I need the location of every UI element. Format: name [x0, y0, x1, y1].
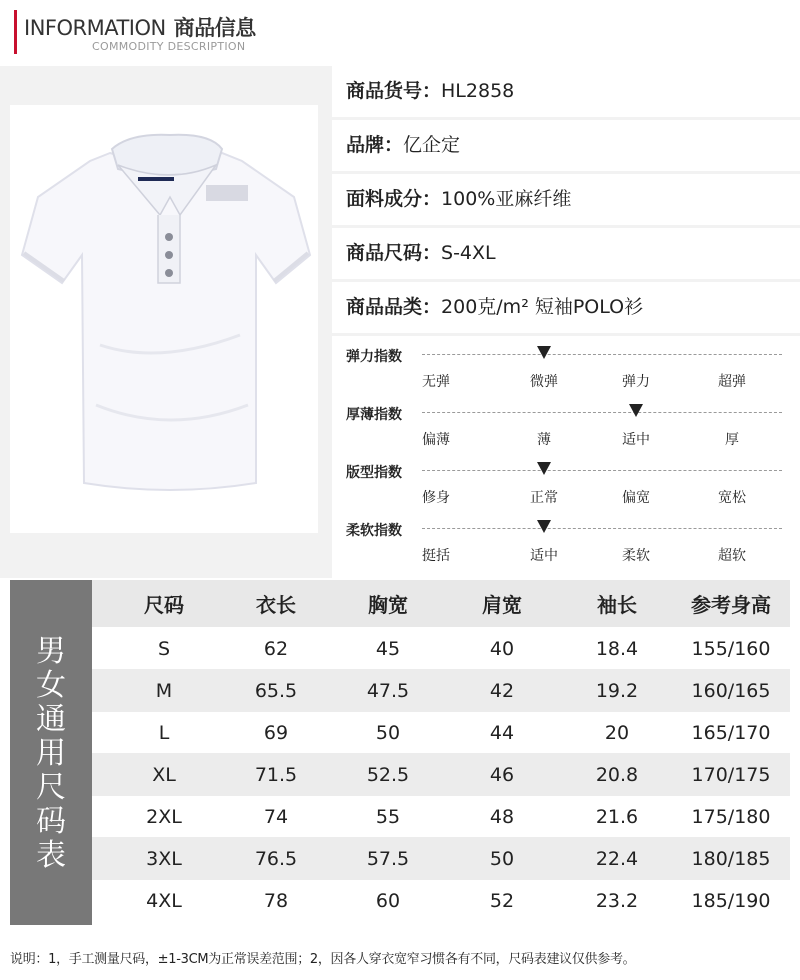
index-label: 弹力指数 — [346, 349, 402, 365]
spec-key: 面料成分： — [346, 188, 442, 210]
size-column-header: 衣长 — [256, 593, 296, 617]
size-table-cell: 18.4 — [595, 637, 639, 660]
spec-value: S-4XL — [441, 242, 496, 264]
index-row — [332, 340, 800, 398]
selected-arrow-icon — [629, 404, 643, 417]
size-table-header — [92, 580, 790, 627]
index-label: 版型指数 — [346, 465, 402, 481]
size-table-cell: 76.5 — [254, 847, 298, 870]
index-option: 超软 — [718, 548, 746, 564]
size-table-cell: 45 — [375, 637, 401, 660]
size-table-cell: 60 — [375, 889, 401, 912]
spec-key: 商品品类： — [346, 296, 442, 318]
size-chart-side-panel — [10, 580, 92, 925]
index-panel — [332, 336, 800, 578]
size-table-cell: 52.5 — [366, 763, 410, 786]
index-option: 适中 — [530, 548, 558, 564]
size-table-cell: 175/180 — [691, 805, 771, 828]
header-title — [24, 12, 256, 42]
header-accent-bar — [14, 10, 17, 54]
index-option: 柔软 — [622, 548, 650, 564]
size-column-header: 尺码 — [144, 593, 184, 617]
spec-row-size — [332, 228, 800, 279]
side-title-char: 男 — [36, 634, 66, 669]
size-table-cell: 50 — [375, 721, 401, 744]
index-option: 偏宽 — [622, 490, 650, 506]
index-option: 挺括 — [422, 548, 450, 564]
size-table-cell: 65.5 — [254, 679, 298, 702]
size-table-cell: 47.5 — [366, 679, 410, 702]
spec-row-item-number — [332, 66, 800, 117]
side-title-char: 码 — [36, 804, 66, 839]
size-column-header: 肩宽 — [482, 593, 522, 617]
spec-value: HL2858 — [441, 80, 515, 102]
index-option: 正常 — [530, 490, 558, 506]
product-photo — [10, 105, 318, 533]
header-subtitle: COMMODITY DESCRIPTION — [92, 40, 246, 53]
size-table-row — [92, 669, 790, 712]
size-table-cell: 3XL — [146, 847, 182, 870]
index-dashed-line — [422, 412, 782, 413]
index-dashed-line — [422, 528, 782, 529]
index-option: 无弹 — [422, 374, 450, 390]
size-table-cell: 21.6 — [595, 805, 639, 828]
spec-value: 亿企定 — [403, 134, 461, 156]
size-table-cell: 55 — [375, 805, 401, 828]
size-table-cell: 52 — [489, 889, 515, 912]
side-title-char: 尺 — [36, 770, 66, 805]
size-table-cell: 155/160 — [691, 637, 771, 660]
index-label: 柔软指数 — [346, 523, 402, 539]
size-table-cell: 20 — [604, 721, 630, 744]
size-table-cell: 57.5 — [366, 847, 410, 870]
size-table-cell: XL — [152, 763, 176, 786]
size-table-cell: 42 — [489, 679, 515, 702]
size-note: 说明：1，手工测量尺码，±1-3CM为正常误差范围；2，因各人穿衣宽窄习惯各有不同，尺码表建议仅供参考。 — [10, 952, 636, 967]
size-table-cell: 48 — [489, 805, 515, 828]
selected-arrow-icon — [537, 346, 551, 359]
size-column-header: 参考身高 — [691, 593, 771, 617]
size-column-header: 袖长 — [597, 593, 637, 617]
page-header — [0, 0, 800, 66]
side-title-char: 用 — [36, 736, 66, 771]
index-dashed-line — [422, 354, 782, 355]
index-option: 弹力 — [622, 374, 650, 390]
spec-row-fabric — [332, 174, 800, 225]
polo-shirt-image — [10, 105, 318, 533]
size-table-cell: 78 — [263, 889, 289, 912]
index-option: 宽松 — [718, 490, 746, 506]
size-table-row — [92, 837, 790, 880]
index-option: 适中 — [622, 432, 650, 448]
spec-key: 品牌： — [346, 134, 404, 156]
header-title-cn: 商品信息 — [173, 16, 256, 40]
size-table-cell: S — [157, 637, 171, 660]
index-option: 薄 — [537, 432, 551, 448]
size-table-cell: 46 — [489, 763, 515, 786]
size-table-cell: 20.8 — [595, 763, 639, 786]
index-row — [332, 514, 800, 572]
side-title-char: 女 — [36, 668, 66, 703]
index-option: 微弹 — [530, 374, 558, 390]
size-table-cell: 50 — [489, 847, 515, 870]
spec-key: 商品货号： — [346, 80, 442, 102]
spec-value: 200克/m² 短袖POLO衫 — [441, 296, 644, 318]
size-table-cell: 23.2 — [595, 889, 639, 912]
size-table-cell: 2XL — [146, 805, 182, 828]
size-table-cell: 74 — [263, 805, 289, 828]
size-table-row — [92, 711, 790, 754]
side-title-char: 通 — [36, 702, 66, 737]
size-table-cell: L — [158, 721, 170, 744]
size-table-cell: 71.5 — [254, 763, 298, 786]
index-option: 修身 — [422, 490, 450, 506]
size-table-cell: 22.4 — [595, 847, 639, 870]
size-table-row — [92, 753, 790, 796]
index-row — [332, 398, 800, 456]
selected-arrow-icon — [537, 462, 551, 475]
size-table-row — [92, 879, 790, 922]
index-label: 厚薄指数 — [346, 407, 402, 423]
index-dashed-line — [422, 470, 782, 471]
size-table-cell: 69 — [263, 721, 289, 744]
size-column-header: 胸宽 — [368, 593, 408, 617]
size-table-cell: 44 — [489, 721, 515, 744]
spec-value: 100%亚麻纤维 — [441, 188, 572, 210]
header-title-en: INFORMATION — [24, 16, 166, 40]
size-table-cell: 165/170 — [691, 721, 771, 744]
size-table-cell: 19.2 — [595, 679, 639, 702]
size-table-cell: M — [155, 679, 173, 702]
index-option: 超弹 — [718, 374, 746, 390]
side-title-char: 表 — [36, 838, 66, 873]
size-table-cell: 40 — [489, 637, 515, 660]
size-table-cell: 62 — [263, 637, 289, 660]
spec-row-category — [332, 282, 800, 333]
spec-row-brand — [332, 120, 800, 171]
index-option: 厚 — [725, 432, 739, 448]
size-table-cell: 4XL — [146, 889, 182, 912]
size-table-cell: 160/165 — [691, 679, 771, 702]
spec-key: 商品尺码： — [346, 242, 442, 264]
size-table-cell: 180/185 — [691, 847, 771, 870]
size-table-row — [92, 627, 790, 670]
size-table-cell: 185/190 — [691, 889, 771, 912]
selected-arrow-icon — [537, 520, 551, 533]
size-table-row — [92, 795, 790, 838]
index-option: 偏薄 — [422, 432, 450, 448]
size-chart-side-title — [10, 635, 92, 873]
index-row — [332, 456, 800, 514]
size-table-cell: 170/175 — [691, 763, 771, 786]
size-chart-table — [92, 580, 790, 925]
